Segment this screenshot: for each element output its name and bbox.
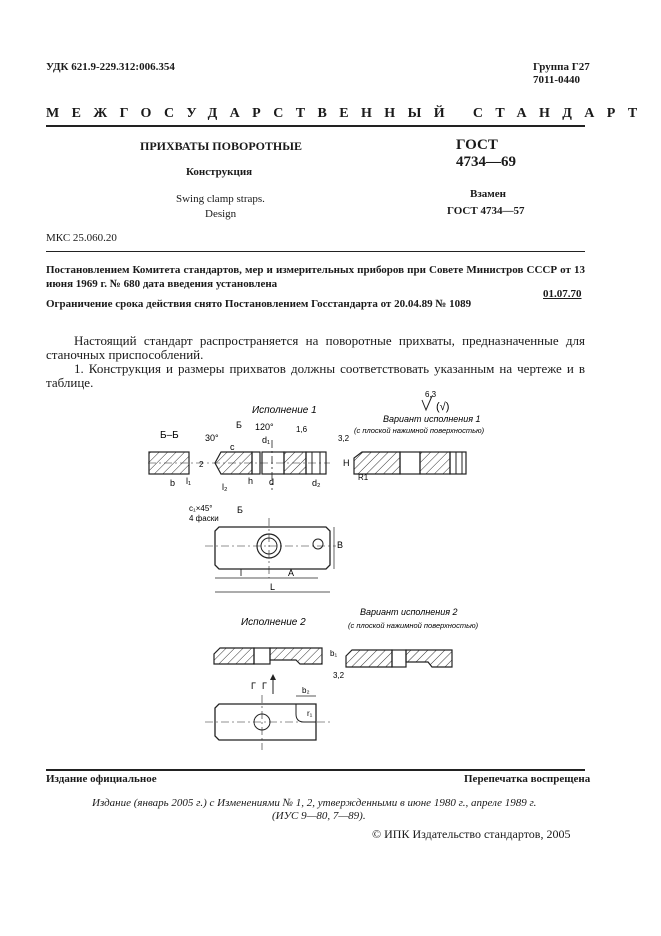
angle-120: 120°	[255, 422, 274, 432]
variant-2-label: Вариант исполнения 2	[360, 607, 458, 617]
technical-drawing	[0, 385, 661, 770]
dim-b1: b₁	[330, 649, 338, 658]
introduction-date: 01.07.70	[543, 288, 582, 300]
execution-2-label: Исполнение 2	[241, 617, 306, 628]
dim-R1: R1	[358, 473, 369, 482]
copyright: © ИПК Издательство стандартов, 2005	[372, 827, 571, 841]
scope-paragraph: Настоящий стандарт распространяется на поворотные прихваты, предназначенные для станочных приспособлений.	[46, 333, 585, 362]
okp-code: 7011-0440	[533, 74, 581, 86]
dim-2: 2	[199, 460, 204, 469]
mks-code: МКС 25.060.20	[46, 232, 117, 244]
replaces-standard: ГОСТ 4734—57	[447, 205, 525, 217]
dim-B-width: B	[337, 540, 344, 550]
group-code: Группа Г27	[533, 61, 590, 73]
decree-text: Постановлением Комитета стандартов, мер и измерительных приборов при Совете Министров СССР от 13 июня 1969 г. № 680 дата введения установлена	[46, 264, 585, 290]
dim-l1: l₁	[186, 476, 192, 486]
execution-1-label: Исполнение 1	[252, 405, 317, 416]
footer-rule	[46, 769, 585, 771]
dim-H: H	[343, 458, 350, 468]
roughness-3-2-exec2: 3,2	[333, 671, 345, 680]
english-title-line2: Design	[205, 208, 237, 220]
view-mark-g2: Г	[262, 681, 267, 691]
official-edition: Издание официальное	[46, 773, 157, 785]
dim-b: b	[170, 478, 176, 488]
dim-l: l	[240, 568, 242, 578]
variant-1-section-view	[354, 452, 466, 474]
view-mark-g1: Г	[251, 681, 256, 691]
variant-1-note: (с плоской нажимной поверхностью)	[354, 426, 485, 435]
chamfer-note: c₁×45°	[189, 504, 213, 513]
chamfer-count: 4 фаски	[189, 514, 219, 523]
title-rule	[46, 251, 585, 252]
angle-30: 30°	[205, 433, 219, 443]
udk-code: УДК 621.9-229.312:006.354	[46, 61, 175, 73]
edition-iuc: (ИУС 9—80, 7—89).	[272, 810, 366, 822]
dim-c: c	[230, 442, 235, 452]
execution-1-section-view	[148, 440, 330, 490]
dim-b2: b₂	[302, 686, 310, 695]
roughness-general: (√)	[436, 401, 450, 413]
dim-l2: l₂	[222, 482, 228, 492]
banner-rule	[46, 125, 585, 127]
gost-label: ГОСТ	[456, 137, 498, 153]
interstate-standard-banner: МЕЖГОСУДАРСТВЕННЫЙ СТАНДАРТ	[46, 106, 650, 121]
variant-2-section-view	[346, 650, 452, 667]
dim-d1: d₁	[262, 435, 271, 445]
dim-d2: d₂	[312, 478, 321, 488]
standard-title: ПРИХВАТЫ ПОВОРОТНЫЕ	[140, 139, 303, 153]
standard-subtitle: Конструкция	[186, 166, 253, 178]
roughness-value: 6,3	[425, 390, 437, 399]
replaces-label: Взамен	[470, 188, 506, 200]
dim-d: d	[269, 477, 275, 487]
gost-number: 4734—69	[456, 154, 516, 170]
variant-2-note: (с плоской нажимной поверхностью)	[348, 621, 479, 630]
dim-A: A	[288, 568, 295, 578]
dim-L: L	[270, 582, 276, 592]
dim-h: h	[248, 476, 254, 486]
execution-1-plan-view	[205, 518, 336, 592]
section-mark-b: Б	[236, 420, 242, 430]
section-bb-label: Б–Б	[160, 430, 179, 441]
dim-1-6: 1,6	[296, 425, 308, 434]
english-title-line1: Swing clamp straps.	[176, 193, 265, 205]
execution-2-plan-view	[205, 695, 330, 750]
edition-note: Издание (январь 2005 г.) с Изменениями № 1, 2, утвержденными в июне 1980 г., апреле 1989 г.	[92, 797, 537, 809]
section-mark-b-lower: Б	[237, 505, 243, 515]
variant-1-label: Вариант исполнения 1	[383, 414, 481, 424]
roughness-3-2: 3,2	[338, 434, 350, 443]
requirement-paragraph: 1. Конструкция и размеры прихватов должны соответствовать указанным на чертеже и в таблице.	[46, 361, 585, 390]
dim-r1: r₁	[307, 709, 313, 718]
reprint-prohibited: Перепечатка воспрещена	[464, 773, 591, 785]
execution-2-section-view	[214, 648, 322, 664]
validity-limit-text: Ограничение срока действия снято Постановлением Госстандарта от 20.04.89 № 1089	[46, 298, 472, 310]
